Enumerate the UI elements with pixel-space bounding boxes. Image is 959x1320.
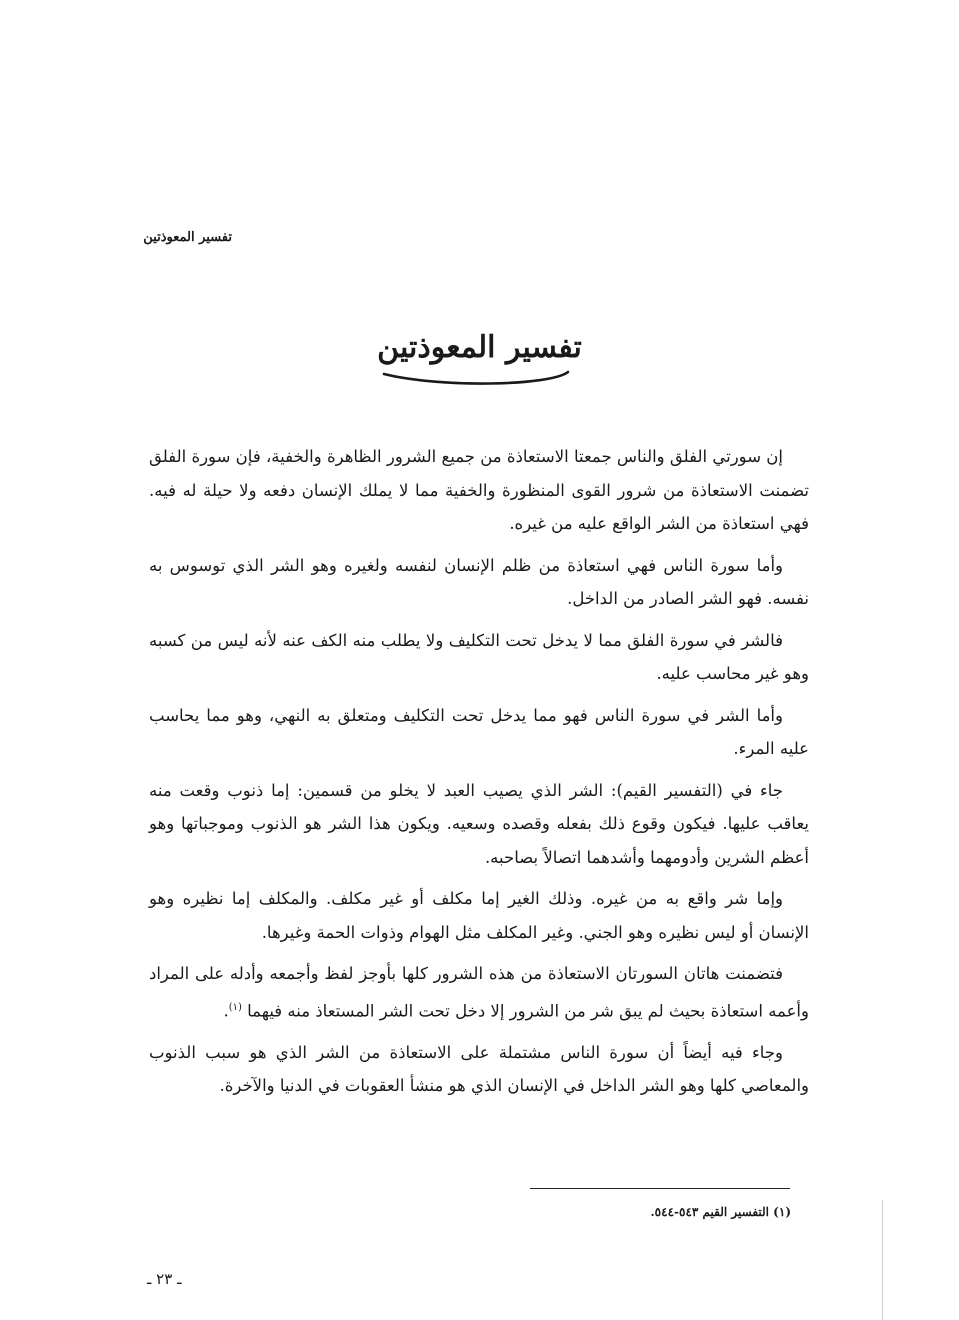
footnote-divider [530,1188,790,1189]
paragraph-8: وجاء فيه أيضاً أن سورة الناس مشتملة على الاستعاذة من الشر الذي هو سبب الذنوب والمعاصي كلها وهو الشر الداخل في الإنسان الذي هو منشأ العقوبات في الدنيا والآخرة. [149,1042,809,1095]
paragraph-2: وأما سورة الناس فهي استعاذة من ظلم الإنسان لنفسه ولغيره وهو الشر الذي توسوس به نفسه. فهو الشر الصادر من الداخل. [149,555,809,608]
footnote: (١) التفسير القيم ٥٤٣-٥٤٤. [650,1205,791,1219]
paragraph-6: وإما شر واقع به من غيره. وذلك الغير إما مكلف أو غير مكلف. والمكلف إما نظيره وهو الإنسان أو ليس نظيره وهو الجني. وغير المكلف مثل الهوام وذوات الحمة وغيرها. [149,889,809,942]
paragraph-3: فالشر في سورة الفلق مما لا يدخل تحت التكليف ولا يطلب منه الكف عنه لأنه ليس من كسبه وهو غير محاسب عليه. [149,630,809,683]
page-number: ـ ٢٣ ـ [147,1270,182,1288]
paragraph-7-end: . [223,1001,229,1020]
scan-edge-line [882,1200,883,1320]
paragraph-7 [149,957,809,1028]
footnote-reference: (١) [228,1001,242,1013]
title-ornament-swash [380,368,570,388]
running-header: تفسير المعوذتين [143,230,232,245]
paragraph-5: جاء في (التفسير القيم): الشر الذي يصيب العبد لا يخلو من قسمين: إما ذنوب وقعت منه يعاقب عليها. فيكون وقوع ذلك بفعله وقصده وسعيه. ويكون هذا الشر هو الذنوب وموجباتها وهو أعظم الشرين وأدومهما وأشدهما اتصالاً بصاحبه. [149,780,809,867]
paragraph-4: وأما الشر في سورة الناس فهو مما يدخل تحت التكليف ومتعلق به النهي، وهو مما يحاسب عليه المرء. [149,705,809,758]
paragraph-7-text: فتضمنت هاتان السورتان الاستعاذة من هذه الشرور كلها بأوجز لفظ وأجمعه وأدله على المراد وأعمه استعاذة بحيث لم يبق شر من الشرور إلا دخل تحت الشر المستعاذ منه فيهما [149,964,809,1020]
body-text [149,440,809,1111]
chapter-title: تفسير المعوذتين [377,330,582,365]
paragraph-1: إن سورتي الفلق والناس جمعتا الاستعاذة من جميع الشرور الظاهرة والخفية، فإن سورة الفلق تضمنت الاستعاذة من شرور القوى المنظورة والخفية مما لا يملك الإنسان دفعه ولا حيلة له فيه. فهي استعاذة من الشر الواقع عليه من غيره. [149,447,809,533]
